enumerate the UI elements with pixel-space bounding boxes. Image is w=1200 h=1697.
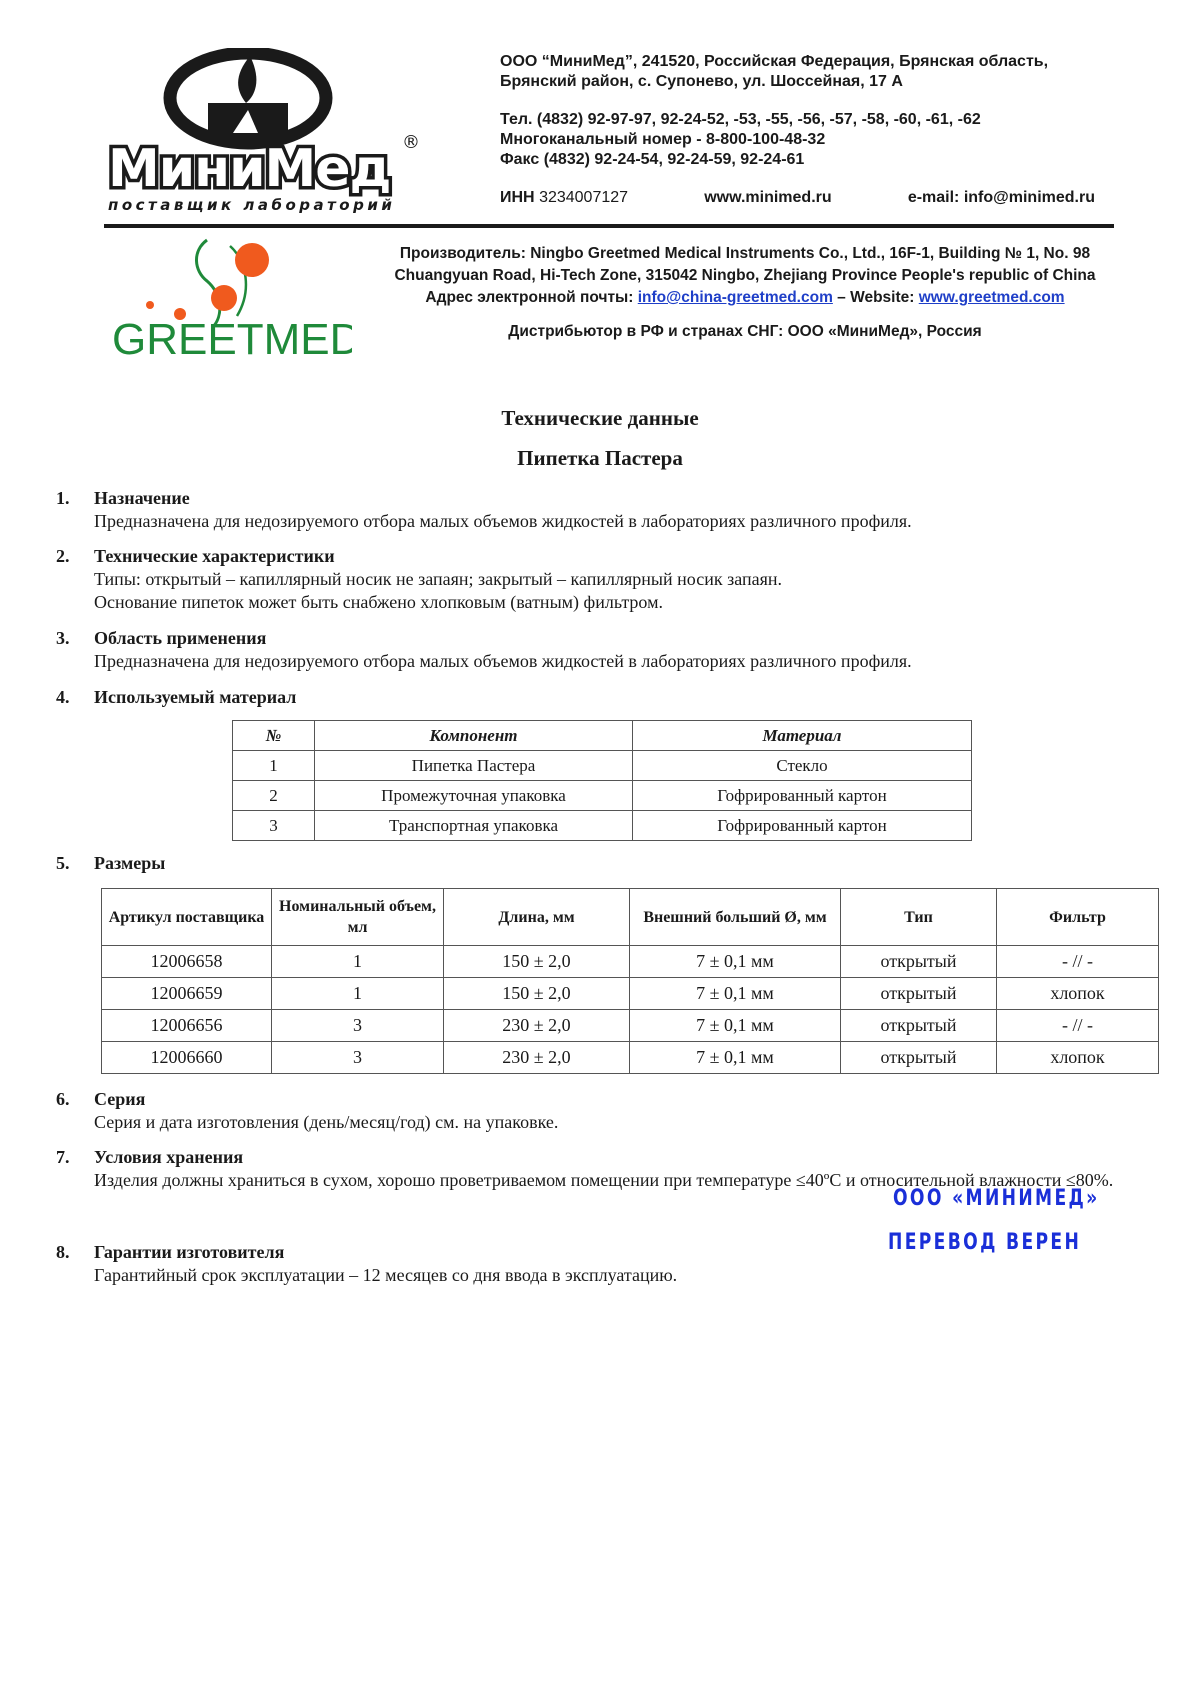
email-link[interactable]: e-mail: info@minimed.ru (907, 189, 1095, 206)
manufacturer-contacts: Адрес электронной почты: info@china-greetmed.com – Website: www.greetmed.com (425, 289, 1065, 306)
manufacturer-line-2: Chuangyuan Road, Hi-Tech Zone, 315042 Ningbo, Zhejiang Province People's republic of China (394, 267, 1096, 284)
svg-text:МиниМед: МиниМед (108, 139, 391, 199)
company-contacts (500, 52, 1120, 208)
section-materials: 4. Используемый материал (56, 687, 297, 707)
table-row: 2 Промежуточная упаковка Гофрированный картон (233, 781, 972, 811)
fax-line: Факс (4832) 92-24-54, 92-24-59, 92-24-61 (500, 151, 805, 168)
table-row: 12006659 1 150 ± 2,0 7 ± 0,1 мм открытый хлопок (102, 978, 1159, 1010)
multichannel-line: Многоканальный номер - 8-800-100-48-32 (500, 131, 826, 148)
product-title: Пипетка Пастера (517, 446, 683, 470)
table-row: 12006656 3 230 ± 2,0 7 ± 0,1 мм открытый - // - (102, 1010, 1159, 1042)
phone-line: Тел. (4832) 92-97-97, 92-24-52, -53, -55, -56, -57, -58, -60, -61, -62 (500, 111, 981, 128)
dimensions-table (101, 888, 1159, 1074)
header-divider (104, 224, 1114, 228)
section-storage: 7. Условия хранения Изделия должны храниться в сухом, хорошо проветриваемом помещении при температуре ≤40ºC и относительной влажности ≤80%. (56, 1147, 1114, 1190)
manufacturer-website-link[interactable]: www.greetmed.com (918, 289, 1065, 306)
inn: ИНН 3234007127 (500, 189, 629, 206)
website-link[interactable]: www.minimed.ru (704, 189, 832, 206)
distributor-line: Дистрибьютор в РФ и странах СНГ: ООО «МиниМед», Россия (508, 323, 982, 340)
section-heading: Область применения (94, 628, 267, 648)
table-row: 12006660 3 230 ± 2,0 7 ± 0,1 мм открытый хлопок (102, 1042, 1159, 1074)
greetmed-logo (112, 236, 352, 361)
table-row: 1 Пипетка Пастера Стекло (233, 751, 972, 781)
section-heading: Условия хранения (94, 1147, 244, 1167)
manufacturer-email-link[interactable]: info@china-greetmed.com (637, 289, 833, 306)
section-purpose: 1. Назначение Предназначена для недозируемого отбора малых объемов жидкостей в лабораториях различного профиля. (56, 488, 912, 531)
manufacturer-info (380, 243, 1110, 343)
section-application: 3. Область применения Предназначена для недозируемого отбора малых объемов жидкостей в лабораториях различного профиля. (56, 628, 912, 671)
svg-text:поставщик лабораторий: поставщик лабораторий (108, 196, 396, 214)
section-heading: Используемый материал (94, 687, 297, 707)
table-row: 12006658 1 150 ± 2,0 7 ± 0,1 мм открытый - // - (102, 946, 1159, 978)
address-line-2: Брянский район, с. Супонево, ул. Шоссейная, 17 А (500, 73, 903, 90)
svg-text:GREETMED: GREETMED (112, 315, 352, 361)
minimed-logo (108, 48, 438, 218)
materials-table (232, 720, 972, 841)
section-heading: Технические характеристики (94, 546, 335, 566)
manufacturer-line-1: Производитель: Ningbo Greetmed Medical Instruments Co., Ltd., 16F-1, Building № 1, No. 98 (399, 245, 1091, 262)
section-specs: 2. Технические характеристики Типы: открытый – капиллярный носик не запаян; закрытый – капиллярный носик запаян. Основание пипеток может быть снабжено хлопковым (ватным) фильтром. (56, 546, 782, 612)
translation-stamp-certified: ПЕРЕВОД ВЕРЕН (888, 1230, 1082, 1255)
section-heading: Размеры (94, 853, 166, 873)
table-header-row: № Компонент Материал (233, 721, 972, 751)
minimed-flame-emblem-icon (108, 48, 438, 218)
document-title: Технические данные (501, 406, 699, 430)
section-heading: Серия (94, 1089, 146, 1109)
section-series: 6. Серия Серия и дата изготовления (день/месяц/год) см. на упаковке. (56, 1089, 559, 1132)
svg-text:®: ® (402, 132, 420, 153)
table-header-row: Артикул поставщика Номинальный объем, мл Длина, мм Внешний больший Ø, мм Тип Фильтр (102, 889, 1159, 946)
section-heading: Гарантии изготовителя (94, 1242, 285, 1262)
section-heading: Назначение (94, 488, 190, 508)
section-warranty: 8. Гарантии изготовителя Гарантийный срок эксплуатации – 12 месяцев со дня ввода в эксплуатацию. (56, 1242, 678, 1285)
greetmed-emblem-icon (112, 236, 352, 361)
table-row: 3 Транспортная упаковка Гофрированный картон (233, 811, 972, 841)
translation-stamp-company: ООО «МИНИМЕД» (893, 1186, 1100, 1211)
section-dimensions: 5. Размеры (56, 853, 166, 873)
address-line-1: ООО “МиниМед”, 241520, Российская Федерация, Брянская область, (500, 53, 1049, 70)
